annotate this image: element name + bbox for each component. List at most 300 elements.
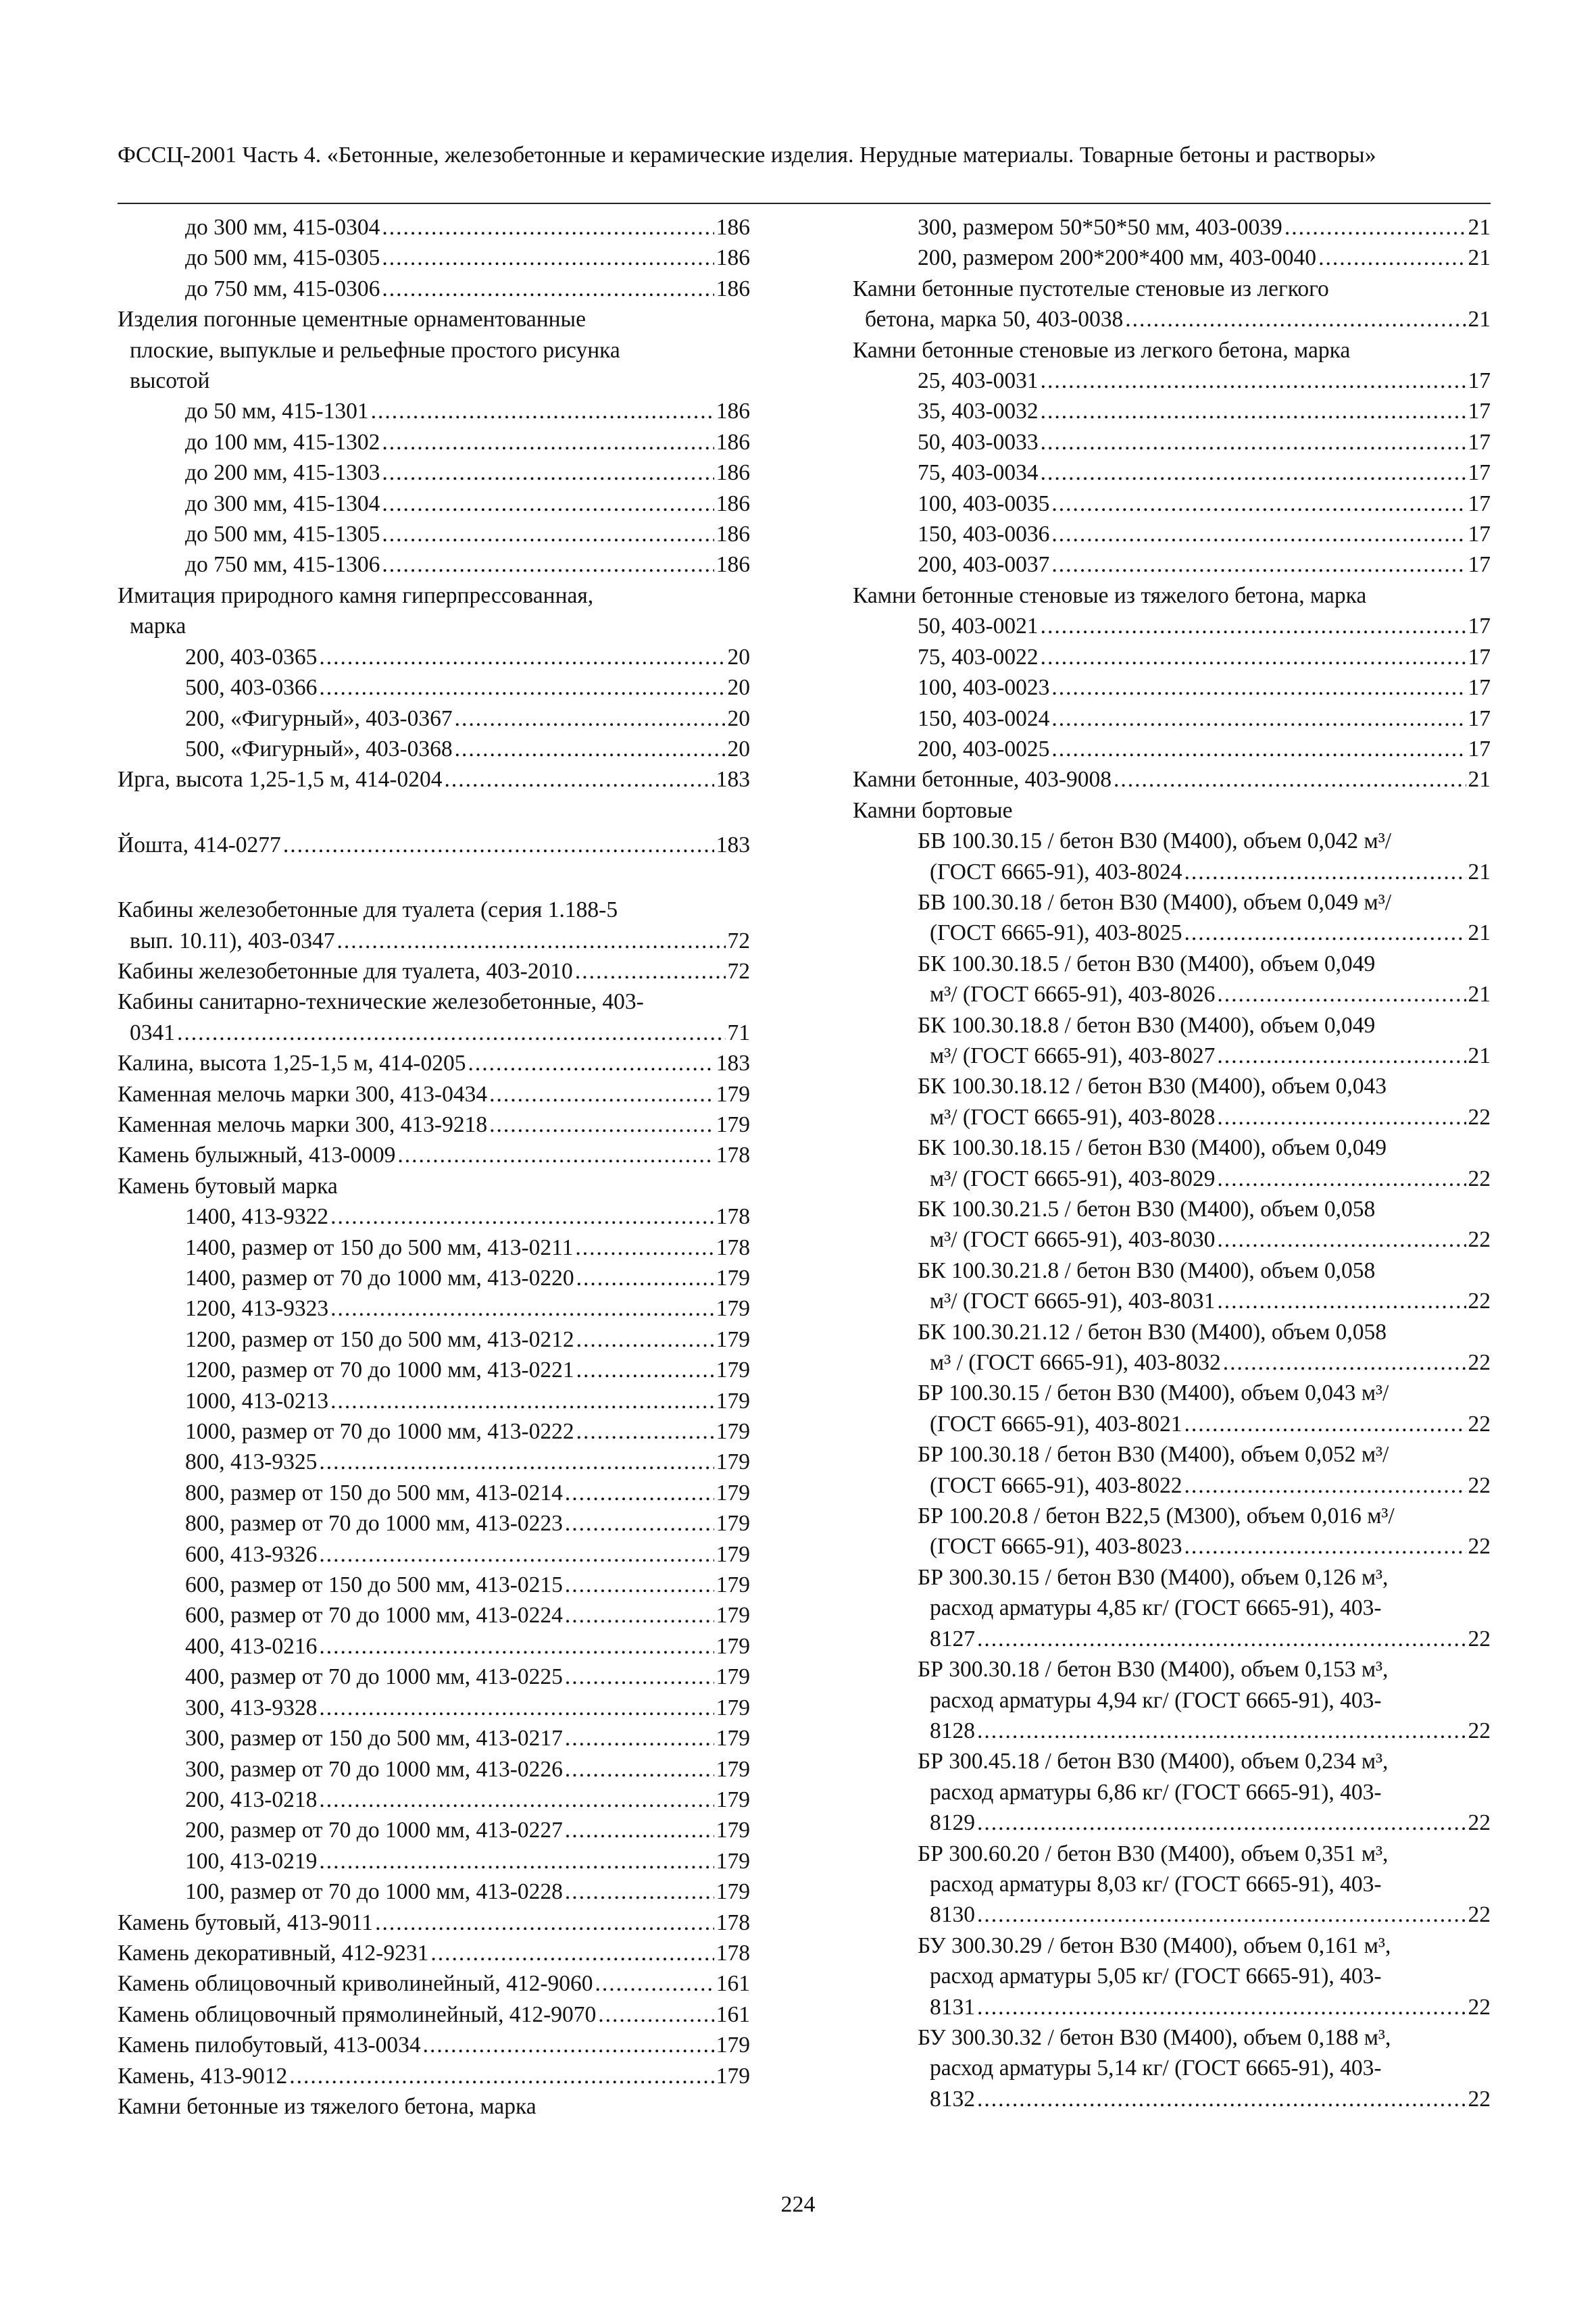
index-entry-text: 8132	[930, 2086, 975, 2112]
index-entry-text: БК 100.30.21.8 / бетон В30 (М400), объем 0,058	[918, 1258, 1376, 1283]
index-entry	[853, 1132, 1491, 1194]
dot-leader	[382, 243, 714, 273]
index-entry-text: до 200 мм, 415-1303	[185, 460, 380, 486]
index-page-ref: 22	[1468, 1994, 1491, 2020]
index-entry-text: 200, 403-0037	[918, 552, 1050, 578]
index-entry	[118, 1846, 750, 1876]
index-page-ref: 17	[1468, 368, 1491, 394]
index-page-ref: 17	[1468, 399, 1491, 424]
index-entry	[853, 642, 1491, 672]
dot-leader	[576, 1324, 714, 1355]
index-page-ref: 21	[1468, 307, 1491, 332]
dot-leader	[1051, 672, 1466, 703]
index-page-ref: 20	[727, 675, 750, 701]
index-gap	[118, 795, 750, 830]
index-entry-text: Камень бутовый марка	[118, 1173, 338, 1199]
index-entry	[853, 212, 1491, 243]
index-entry-text: Камни бетонные пустотелые стеновые из легкого	[853, 276, 1329, 301]
index-entry-text: 300, размер от 70 до 1000 мм, 413-0226	[185, 1756, 563, 1782]
index-column-left	[118, 212, 750, 2122]
index-page-ref: 179	[716, 1879, 750, 1905]
index-entry	[853, 1501, 1491, 1562]
index-entry-text: до 100 мм, 415-1302	[185, 429, 380, 455]
index-entry-text: БР 300.30.15 / бетон В30 (М400), объем 0,126 м³,	[918, 1564, 1389, 1590]
dot-leader	[319, 672, 725, 703]
index-page-ref: 22	[1468, 1718, 1491, 1743]
index-entry-text: 35, 403-0032	[918, 399, 1039, 424]
dot-leader	[1217, 1286, 1466, 1316]
header-rule	[118, 203, 1491, 204]
dot-leader	[423, 2030, 714, 2060]
index-page-ref: 17	[1468, 460, 1491, 486]
index-page-ref: 179	[716, 1449, 750, 1475]
dot-leader	[319, 1447, 714, 1477]
index-page-ref: 22	[1468, 1104, 1491, 1130]
dot-leader	[1041, 611, 1466, 641]
index-entry	[118, 1600, 750, 1631]
dot-leader	[1051, 734, 1466, 764]
index-entry	[118, 1201, 750, 1232]
index-page-ref: 183	[716, 832, 750, 857]
dot-leader	[1217, 1041, 1466, 1071]
index-page-ref: 186	[716, 552, 750, 578]
index-entry-text: расход арматуры 5,05 кг/ (ГОСТ 6665-91), 403-	[930, 1964, 1382, 1989]
index-entry-text: 150, 403-0024	[918, 705, 1050, 731]
index-entry	[118, 1048, 750, 1078]
index-entry	[118, 672, 750, 703]
index-entry-text: 600, размер от 70 до 1000 мм, 413-0224	[185, 1603, 563, 1628]
index-entry	[118, 830, 750, 860]
index-entry	[118, 212, 750, 243]
index-entry	[118, 1447, 750, 1477]
index-entry	[118, 1876, 750, 1907]
index-entry-text: Калина, высота 1,25-1,5 м, 414-0205	[118, 1051, 466, 1076]
index-entry-text: 1200, размер от 150 до 500 мм, 413-0212	[185, 1326, 574, 1352]
index-entry	[853, 580, 1491, 611]
dot-leader	[1217, 979, 1466, 1010]
index-entry-text: плоские, выпуклые и рельефные простого рисунка	[130, 337, 620, 363]
index-entry-text: 200, 413-0218	[185, 1787, 318, 1812]
dot-leader	[565, 1508, 714, 1539]
index-entry-text: 1200, 413-9323	[185, 1296, 329, 1322]
index-page-ref: 22	[1468, 1902, 1491, 1928]
index-entry-text: Изделия погонные цементные орнаментованные	[118, 307, 586, 332]
index-page-ref: 17	[1468, 522, 1491, 547]
index-entry	[118, 457, 750, 488]
dot-leader	[177, 1018, 726, 1048]
index-entry-text: 75, 403-0034	[918, 460, 1039, 486]
dot-leader	[565, 1600, 714, 1631]
index-entry-text: БР 100.30.15 / бетон В30 (М400), объем 0,043 м³/	[918, 1380, 1389, 1406]
index-entry	[853, 1931, 1491, 2022]
index-entry	[853, 611, 1491, 641]
index-page-ref: 179	[716, 1081, 750, 1107]
index-page-ref: 179	[716, 1787, 750, 1812]
index-entry	[853, 1255, 1491, 1317]
index-entry	[853, 887, 1491, 949]
index-page-ref: 179	[716, 1572, 750, 1598]
index-entry-text: расход арматуры 6,86 кг/ (ГОСТ 6665-91), 403-	[930, 1779, 1382, 1805]
index-page-ref: 179	[716, 1326, 750, 1352]
index-entry	[118, 274, 750, 304]
index-page-ref: 179	[716, 1848, 750, 1874]
dot-leader	[1051, 549, 1466, 580]
index-page-ref: 183	[716, 1051, 750, 1076]
index-entry	[118, 304, 750, 396]
index-entry	[853, 549, 1491, 580]
index-entry-text: 500, 403-0366	[185, 675, 318, 701]
dot-leader	[1184, 1470, 1466, 1501]
index-entry-text: Камень пилобутовый, 413-0034	[118, 2033, 421, 2058]
index-entry	[118, 734, 750, 764]
page-number: 224	[780, 2192, 816, 2217]
index-entry-text: Камень булыжный, 413-0009	[118, 1143, 396, 1168]
dot-leader	[598, 1999, 714, 2030]
index-page-ref: 183	[716, 767, 750, 793]
index-entry-text: Имитация природного камня гиперпрессованная,	[118, 582, 594, 608]
index-entry-text: Каменная мелочь марки 300, 413-0434	[118, 1081, 488, 1107]
index-entry-text: 1400, размер от 70 до 1000 мм, 413-0220	[185, 1266, 574, 1291]
index-page-ref: 22	[1468, 1227, 1491, 1253]
index-page-ref: 179	[716, 1756, 750, 1782]
dot-leader	[977, 1992, 1466, 2022]
index-entry-text: Камни бетонные из тяжелого бетона, марка	[118, 2093, 537, 2119]
index-entry	[118, 764, 750, 795]
index-entry	[118, 2030, 750, 2060]
index-entry	[118, 1079, 750, 1110]
index-page-ref: 179	[716, 1603, 750, 1628]
index-page-ref: 178	[716, 1940, 750, 1966]
dot-leader	[575, 1233, 714, 1263]
index-entry	[853, 1746, 1491, 1838]
index-entry-text: 600, размер от 150 до 500 мм, 413-0215	[185, 1572, 563, 1598]
index-page-ref: 178	[716, 1143, 750, 1168]
dot-leader	[1114, 764, 1466, 795]
dot-leader	[1318, 243, 1466, 273]
index-entry-text: вып. 10.11), 403-0347	[130, 928, 335, 953]
index-entry-text: 0341	[130, 1020, 175, 1045]
index-entry	[118, 1662, 750, 1692]
dot-leader	[330, 1293, 714, 1324]
index-entry-text: 500, «Фигурный», 403-0368	[185, 736, 453, 762]
index-entry	[118, 1171, 750, 1201]
index-page-ref: 20	[727, 644, 750, 670]
index-entry	[853, 335, 1491, 366]
index-page-ref: 179	[716, 1112, 750, 1137]
index-entry	[118, 1908, 750, 1938]
index-entry-text: 1200, размер от 70 до 1000 мм, 413-0221	[185, 1358, 574, 1383]
index-entry	[118, 1478, 750, 1508]
index-entry	[118, 1693, 750, 1723]
index-entry	[853, 826, 1491, 887]
index-entry	[118, 1508, 750, 1539]
index-entry-text: БВ 100.30.18 / бетон В30 (М400), объем 0,049 м³/	[918, 889, 1392, 915]
index-entry-text: БК 100.30.18.15 / бетон В30 (М400), объем 0,049	[918, 1135, 1387, 1161]
dot-leader	[565, 1876, 714, 1907]
index-entry	[853, 1071, 1491, 1132]
index-entry-text: (ГОСТ 6665-91), 403-8024	[930, 859, 1182, 885]
index-page-ref: 22	[1468, 1166, 1491, 1191]
index-entry-text: Йошта, 414-0277	[118, 832, 281, 857]
index-entry	[853, 2022, 1491, 2114]
index-entry	[118, 987, 750, 1048]
index-entry-text: м³/ (ГОСТ 6665-91), 403-8028	[930, 1104, 1216, 1130]
index-entry	[853, 396, 1491, 426]
index-entry-text: Камни бортовые	[853, 797, 1013, 823]
index-entry-text: Камень декоративный, 412-9231	[118, 1940, 429, 1966]
dot-leader	[382, 457, 714, 488]
index-entry	[118, 427, 750, 457]
dot-leader	[1125, 304, 1466, 334]
dot-leader	[336, 926, 725, 956]
index-entry	[853, 519, 1491, 549]
index-entry-text: 150, 403-0036	[918, 522, 1050, 547]
index-entry	[118, 1968, 750, 1999]
index-entry-text: БК 100.30.21.12 / бетон В30 (М400), объем 0,058	[918, 1319, 1387, 1345]
index-page-ref: 161	[716, 1971, 750, 1997]
index-entry	[853, 795, 1491, 826]
index-entry	[853, 427, 1491, 457]
dot-leader	[1041, 427, 1466, 457]
index-page-ref: 21	[1468, 245, 1491, 271]
index-entry-text: 600, 413-9326	[185, 1541, 318, 1567]
index-entry-text: (ГОСТ 6665-91), 403-8025	[930, 920, 1182, 946]
index-entry	[853, 1562, 1491, 1654]
index-entry	[118, 1293, 750, 1324]
dot-leader	[565, 1723, 714, 1753]
index-entry	[853, 1654, 1491, 1746]
index-page-ref: 21	[1468, 215, 1491, 240]
index-page-ref: 17	[1468, 491, 1491, 516]
dot-leader	[371, 396, 714, 426]
dot-leader	[489, 1079, 714, 1110]
index-entry-text: Камень, 413-9012	[118, 2063, 288, 2089]
index-entry	[118, 396, 750, 426]
index-page-ref: 186	[716, 522, 750, 547]
index-entry-text: до 750 мм, 415-0306	[185, 276, 380, 301]
dot-leader	[382, 212, 714, 243]
index-entry-text: бетона, марка 50, 403-0038	[865, 307, 1124, 332]
index-entry	[118, 703, 750, 734]
index-entry-text: до 300 мм, 415-1304	[185, 491, 380, 516]
index-page-ref: 179	[716, 2063, 750, 2089]
index-column-right	[853, 212, 1491, 2114]
dot-leader	[977, 1808, 1466, 1838]
index-entry-text: расход арматуры 4,94 кг/ (ГОСТ 6665-91), 403-	[930, 1687, 1382, 1713]
index-page-ref: 21	[1468, 982, 1491, 1007]
dot-leader	[382, 274, 714, 304]
index-entry	[118, 1233, 750, 1263]
index-entry	[853, 703, 1491, 734]
index-entry-text: БУ 300.30.29 / бетон В30 (М400), объем 0,161 м³,	[918, 1933, 1391, 1958]
index-entry	[118, 1570, 750, 1600]
index-entry-text: 100, 403-0035	[918, 491, 1050, 516]
index-entry-text: 300, размер от 150 до 500 мм, 413-0217	[185, 1726, 563, 1751]
index-entry	[853, 764, 1491, 795]
dot-leader	[468, 1048, 714, 1078]
dot-leader	[397, 1140, 714, 1170]
index-entry	[118, 1815, 750, 1845]
index-entry	[118, 1723, 750, 1753]
dot-leader	[977, 2084, 1466, 2114]
index-entry	[118, 1539, 750, 1570]
index-entry	[118, 895, 750, 956]
index-entry-text: 8128	[930, 1718, 975, 1743]
dot-leader	[455, 703, 726, 734]
index-entry-text: 800, 413-9325	[185, 1449, 318, 1475]
index-page-ref: 20	[727, 736, 750, 762]
index-entry	[118, 642, 750, 672]
index-entry-text: БК 100.30.21.5 / бетон В30 (М400), объем 0,058	[918, 1197, 1376, 1222]
index-page-ref: 179	[716, 1388, 750, 1414]
dot-leader	[1223, 1347, 1466, 1378]
index-entry-text: 200, 403-0365	[185, 644, 318, 670]
index-page-ref: 186	[716, 399, 750, 424]
index-entry-text: 100, 403-0023	[918, 675, 1050, 701]
index-entry-text: Каменная мелочь марки 300, 413-9218	[118, 1112, 488, 1137]
index-page-ref: 179	[716, 1818, 750, 1843]
index-entry-text: м³/ (ГОСТ 6665-91), 403-8027	[930, 1043, 1216, 1068]
index-entry-text: Кабины железобетонные для туалета (серия 1.188-5	[118, 897, 618, 923]
index-page-ref: 179	[716, 1419, 750, 1445]
index-entry-text: 1400, 413-9322	[185, 1204, 329, 1230]
dot-leader	[283, 830, 714, 860]
index-page-ref: 21	[1468, 767, 1491, 793]
index-page-ref: 17	[1468, 644, 1491, 670]
index-entry	[853, 1194, 1491, 1255]
dot-leader	[430, 1938, 714, 1968]
index-entry-text: до 500 мм, 415-1305	[185, 522, 380, 547]
index-entry	[118, 1785, 750, 1815]
dot-leader	[319, 1693, 714, 1723]
index-entry-text: БВ 100.30.15 / бетон В30 (М400), объем 0,042 м³/	[918, 828, 1392, 854]
index-entry-text: м³ / (ГОСТ 6665-91), 403-8032	[930, 1350, 1221, 1376]
index-entry-text: 800, размер от 150 до 500 мм, 413-0214	[185, 1480, 563, 1505]
index-entry	[853, 457, 1491, 488]
dot-leader	[289, 2061, 714, 2091]
index-entry-text: до 300 мм, 415-0304	[185, 215, 380, 240]
dot-leader	[330, 1386, 714, 1416]
index-entry-text: БР 100.30.18 / бетон В30 (М400), объем 0,052 м³/	[918, 1442, 1389, 1468]
index-entry-text: 200, размер от 70 до 1000 мм, 413-0227	[185, 1818, 563, 1843]
index-entry-text: 50, 403-0033	[918, 429, 1039, 455]
dot-leader	[1041, 366, 1466, 396]
index-entry-text: Кабины санитарно-технические железобетонные, 403-	[118, 989, 644, 1015]
index-entry	[853, 1378, 1491, 1439]
index-page-ref: 186	[716, 460, 750, 486]
index-entry	[118, 1355, 750, 1385]
index-entry-text: м³/ (ГОСТ 6665-91), 403-8029	[930, 1166, 1216, 1191]
index-page-ref: 71	[727, 1020, 750, 1045]
index-entry-text: до 750 мм, 415-1306	[185, 552, 380, 578]
index-entry-text: Камень бутовый, 413-9011	[118, 1910, 374, 1935]
index-entry-text: м³/ (ГОСТ 6665-91), 403-8026	[930, 982, 1216, 1007]
dot-leader	[1041, 457, 1466, 488]
index-entry-text: расход арматуры 4,85 кг/ (ГОСТ 6665-91), 403-	[930, 1595, 1382, 1621]
index-page-ref: 22	[1468, 2086, 1491, 2112]
index-entry-text: 200, «Фигурный», 403-0367	[185, 705, 453, 731]
index-entry	[118, 1140, 750, 1170]
index-page-ref: 179	[716, 1695, 750, 1720]
index-entry	[118, 1263, 750, 1293]
index-page-ref: 21	[1468, 859, 1491, 885]
index-entry	[118, 2061, 750, 2091]
index-entry-text: 300, размером 50*50*50 мм, 403-0039	[918, 215, 1282, 240]
index-entry	[853, 243, 1491, 273]
index-entry-text: 1000, размер от 70 до 1000 мм, 413-0222	[185, 1419, 574, 1445]
index-page-ref: 179	[716, 1296, 750, 1322]
index-entry	[853, 672, 1491, 703]
index-entry-text: до 500 мм, 415-0305	[185, 245, 380, 271]
dot-leader	[1184, 857, 1466, 887]
index-entry	[118, 580, 750, 642]
index-entry-text: Камни бетонные стеновые из легкого бетона, марка	[853, 337, 1351, 363]
dot-leader	[977, 1899, 1466, 1930]
index-entry-text: 8127	[930, 1626, 975, 1651]
dot-leader	[576, 1416, 714, 1447]
dot-leader	[1285, 212, 1466, 243]
index-entry-text: 200, 403-0025	[918, 736, 1050, 762]
index-entry-text: 8130	[930, 1902, 975, 1928]
index-entry-text: БР 300.45.18 / бетон В30 (М400), объем 0,234 м³,	[918, 1749, 1389, 1774]
page-header: ФССЦ-2001 Часть 4. «Бетонные, железобетонные и керамические изделия. Нерудные материалы. Товарные бетоны и растворы»	[118, 143, 1376, 168]
index-entry-text: 300, 413-9328	[185, 1695, 318, 1720]
dot-leader	[1217, 1102, 1466, 1132]
index-entry-text: 75, 403-0022	[918, 644, 1039, 670]
index-page-ref: 179	[716, 1511, 750, 1537]
index-entry	[118, 1631, 750, 1662]
dot-leader	[1184, 1531, 1466, 1562]
index-page-ref: 178	[716, 1204, 750, 1230]
index-entry-text: 1400, размер от 150 до 500 мм, 413-0211	[185, 1235, 574, 1260]
index-page-ref: 22	[1468, 1534, 1491, 1560]
index-entry-text: 50, 403-0021	[918, 614, 1039, 639]
index-page-ref: 179	[716, 1726, 750, 1751]
index-entry-text: м³/ (ГОСТ 6665-91), 403-8030	[930, 1227, 1216, 1253]
dot-leader	[319, 1631, 714, 1662]
dot-leader	[330, 1201, 714, 1232]
index-page-ref: 178	[716, 1910, 750, 1935]
index-page-ref: 179	[716, 1480, 750, 1505]
index-entry-text: (ГОСТ 6665-91), 403-8021	[930, 1411, 1182, 1437]
dot-leader	[595, 1968, 714, 1999]
index-gap	[118, 860, 750, 895]
index-entry-text: расход арматуры 5,14 кг/ (ГОСТ 6665-91), 403-	[930, 2056, 1382, 2081]
dot-leader	[1184, 918, 1466, 948]
dot-leader	[382, 549, 714, 580]
index-entry	[118, 1324, 750, 1355]
dot-leader	[565, 1478, 714, 1508]
index-page-ref: 22	[1468, 1810, 1491, 1836]
index-page-ref: 17	[1468, 614, 1491, 639]
dot-leader	[565, 1754, 714, 1785]
index-page-ref: 21	[1468, 920, 1491, 946]
index-entry-text: БК 100.30.18.5 / бетон В30 (М400), объем 0,049	[918, 951, 1376, 976]
dot-leader	[576, 1263, 714, 1293]
index-entry	[118, 2091, 750, 2122]
dot-leader	[1217, 1224, 1466, 1255]
dot-leader	[1041, 642, 1466, 672]
index-entry-text: (ГОСТ 6665-91), 403-8023	[930, 1534, 1182, 1560]
index-entry-text: БР 100.20.8 / бетон В22,5 (М300), объем 0,016 м³/	[918, 1503, 1395, 1529]
index-entry-text: 400, размер от 70 до 1000 мм, 413-0225	[185, 1664, 563, 1690]
index-entry-text: высотой	[130, 368, 210, 394]
index-page-ref: 186	[716, 491, 750, 516]
dot-leader	[319, 1539, 714, 1570]
index-page-ref: 186	[716, 245, 750, 271]
index-entry	[853, 1439, 1491, 1501]
dot-leader	[319, 1846, 714, 1876]
